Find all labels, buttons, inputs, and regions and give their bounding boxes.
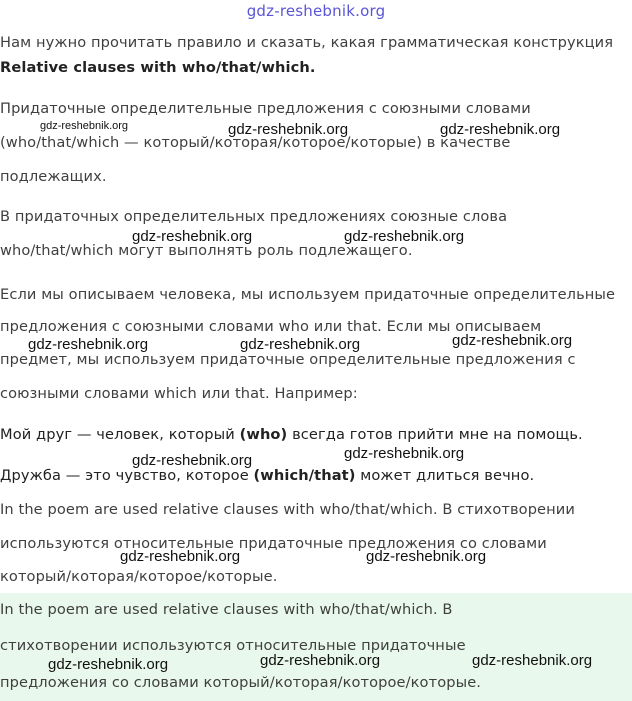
answer-line-3: предложения со словами который/которая/которое/которые. (0, 674, 482, 691)
watermark: gdz-reshebnik.org (228, 121, 349, 138)
example-1 (0, 426, 583, 443)
example-2-after: может длиться вечно. (355, 467, 535, 484)
watermark: gdz-reshebnik.org (240, 336, 361, 353)
rule3-line-4: союзными словами which или that. Например: (0, 385, 358, 402)
watermark: gdz-reshebnik.org (472, 652, 593, 669)
rule3-line-1: Если мы описываем человека, мы используем придаточные определительные (0, 286, 616, 303)
summary-line-3: который/которая/которое/которые. (0, 568, 278, 585)
rule2-line-2: who/that/which могут выполнять роль подлежащего. (0, 242, 413, 259)
example-1-word: (who) (239, 426, 288, 443)
rule1-line-3: подлежащих. (0, 168, 107, 185)
example-2-before: Дружба — это чувство, которое (0, 467, 254, 484)
example-1-after: всегда готов прийти мне на помощь. (287, 426, 583, 443)
watermark: gdz-reshebnik.org (344, 445, 465, 462)
rule3-line-2: предложения с союзными словами who или that. Если мы описываем (0, 318, 542, 335)
summary-line-1: In the poem are used relative clauses with who/that/which. В стихотворении (0, 501, 575, 518)
watermark: gdz-reshebnik.org (120, 548, 241, 565)
answer-line-1: In the poem are used relative clauses with who/that/which. В (0, 601, 453, 618)
example-2 (0, 467, 534, 484)
watermark: gdz-reshebnik.org (132, 452, 253, 469)
answer-box (0, 593, 632, 701)
rule3-line-3: предмет, мы используем придаточные определительные предложения с (0, 351, 576, 368)
rule1-line-2: (who/that/which — который/которая/которое/которые) в качестве (0, 134, 511, 151)
intro-line-2: Relative clauses with who/that/which. (0, 59, 316, 76)
site-logo[interactable]: gdz-reshebnik.org (246, 2, 386, 20)
summary-line-2: используются относительные придаточные предложения со словами (0, 535, 547, 552)
watermark: gdz-reshebnik.org (452, 332, 573, 349)
watermark: gdz-reshebnik.org (40, 120, 129, 132)
watermark: gdz-reshebnik.org (440, 121, 561, 138)
answer-line-2: стихотворении используются относительные придаточные (0, 637, 466, 654)
watermark: gdz-reshebnik.org (260, 652, 381, 669)
example-1-before: Мой друг — человек, который (0, 426, 240, 443)
rule1-line-1: Придаточные определительные предложения с союзными словами (0, 100, 531, 117)
watermark: gdz-reshebnik.org (344, 228, 465, 245)
intro-line-1: Нам нужно прочитать правило и сказать, какая грамматическая конструкция (0, 34, 614, 51)
watermark: gdz-reshebnik.org (132, 228, 253, 245)
watermark: gdz-reshebnik.org (48, 656, 169, 673)
watermark: gdz-reshebnik.org (28, 336, 149, 353)
watermark: gdz-reshebnik.org (366, 548, 487, 565)
example-2-word: (which/that) (253, 467, 356, 484)
rule2-line-1: В придаточных определительных предложениях союзные слова (0, 208, 508, 225)
